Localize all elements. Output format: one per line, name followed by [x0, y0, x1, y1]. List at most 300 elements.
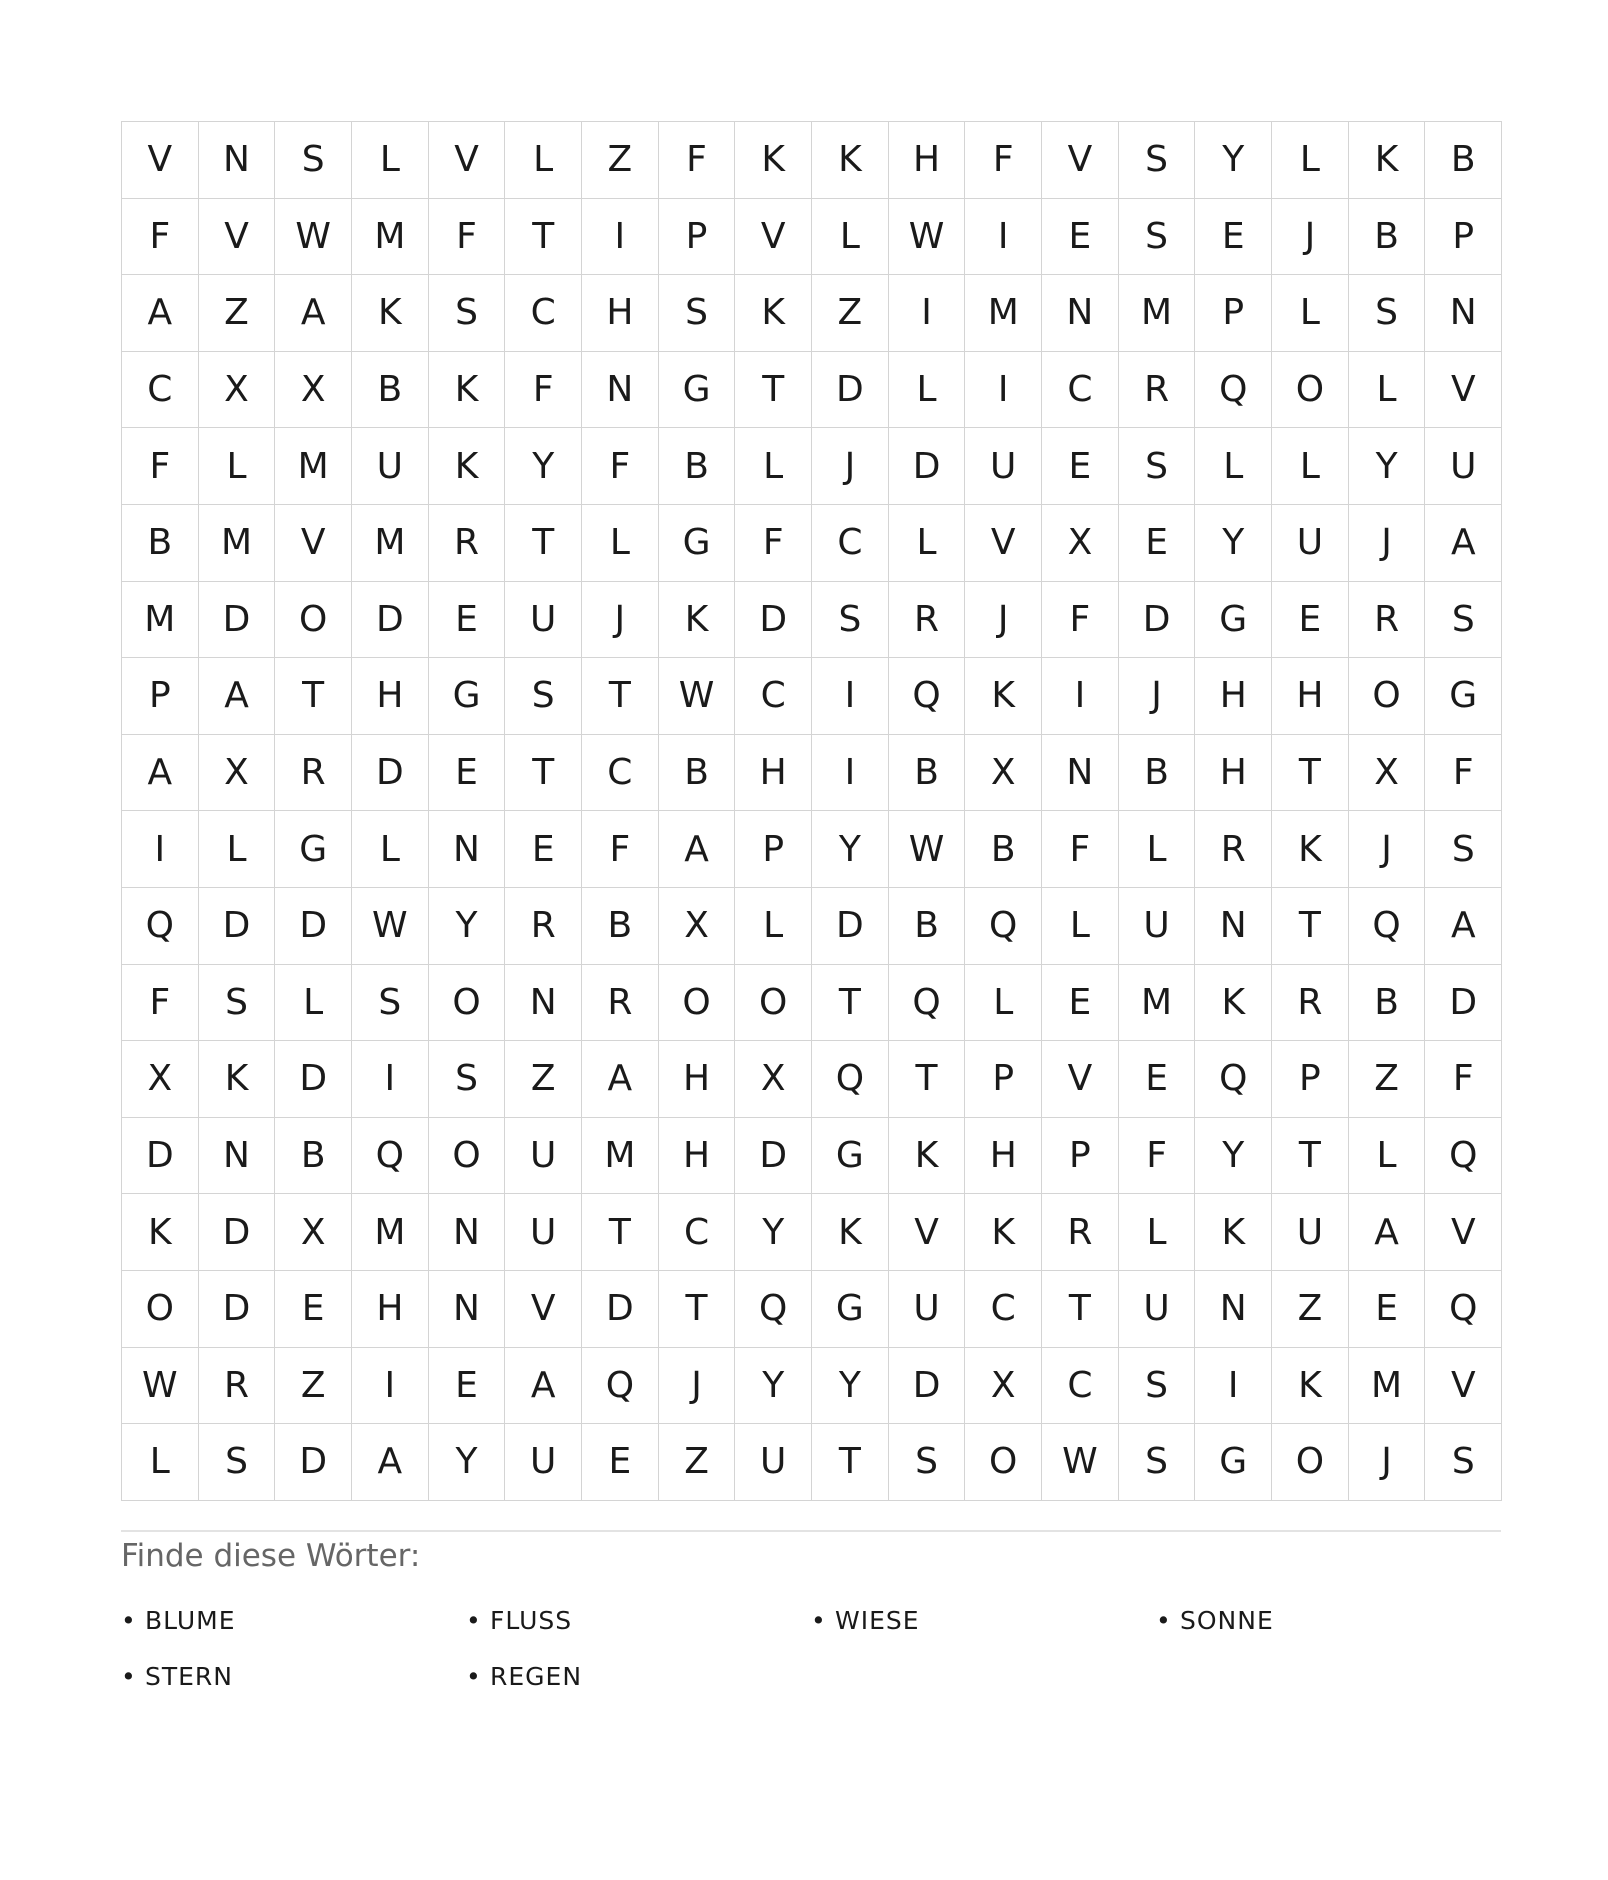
grid-cell[interactable]: V	[1425, 1194, 1502, 1271]
grid-cell[interactable]: L	[735, 888, 812, 965]
grid-cell[interactable]: M	[582, 1118, 659, 1195]
grid-cell[interactable]: H	[352, 658, 429, 735]
grid-cell[interactable]: Y	[1195, 505, 1272, 582]
grid-cell[interactable]: F	[122, 965, 199, 1042]
grid-cell[interactable]: E	[429, 1348, 506, 1425]
grid-cell[interactable]: D	[812, 352, 889, 429]
grid-cell[interactable]: X	[1042, 505, 1119, 582]
grid-cell[interactable]: D	[1425, 965, 1502, 1042]
grid-cell[interactable]: T	[505, 735, 582, 812]
grid-cell[interactable]: Q	[582, 1348, 659, 1425]
grid-cell[interactable]: B	[1425, 122, 1502, 199]
grid-cell[interactable]: J	[1349, 811, 1426, 888]
grid-cell[interactable]: U	[505, 1424, 582, 1501]
grid-cell[interactable]: L	[122, 1424, 199, 1501]
grid-cell[interactable]: G	[1425, 658, 1502, 735]
grid-cell[interactable]: A	[122, 275, 199, 352]
grid-cell[interactable]: M	[199, 505, 276, 582]
grid-cell[interactable]: Z	[1349, 1041, 1426, 1118]
grid-cell[interactable]: B	[352, 352, 429, 429]
grid-cell[interactable]: C	[1042, 1348, 1119, 1425]
grid-cell[interactable]: U	[505, 1118, 582, 1195]
grid-cell[interactable]: D	[735, 582, 812, 659]
grid-cell[interactable]: L	[965, 965, 1042, 1042]
grid-cell[interactable]: Q	[889, 965, 966, 1042]
grid-cell[interactable]: N	[505, 965, 582, 1042]
grid-cell[interactable]: U	[965, 428, 1042, 505]
grid-cell[interactable]: U	[505, 1194, 582, 1271]
grid-cell[interactable]: S	[1119, 199, 1196, 276]
grid-cell[interactable]: K	[965, 1194, 1042, 1271]
grid-cell[interactable]: S	[199, 1424, 276, 1501]
grid-cell[interactable]: E	[429, 582, 506, 659]
grid-cell[interactable]: P	[1425, 199, 1502, 276]
grid-cell[interactable]: E	[582, 1424, 659, 1501]
grid-cell[interactable]: Q	[1425, 1271, 1502, 1348]
grid-cell[interactable]: T	[505, 199, 582, 276]
grid-cell[interactable]: D	[199, 582, 276, 659]
grid-cell[interactable]: S	[352, 965, 429, 1042]
grid-cell[interactable]: C	[582, 735, 659, 812]
grid-cell[interactable]: X	[659, 888, 736, 965]
grid-cell[interactable]: L	[889, 505, 966, 582]
grid-cell[interactable]: P	[1195, 275, 1272, 352]
grid-cell[interactable]: X	[735, 1041, 812, 1118]
grid-cell[interactable]: I	[965, 199, 1042, 276]
grid-cell[interactable]: Q	[1195, 352, 1272, 429]
grid-cell[interactable]: N	[1425, 275, 1502, 352]
grid-cell[interactable]: V	[1042, 122, 1119, 199]
grid-cell[interactable]: K	[429, 352, 506, 429]
grid-cell[interactable]: R	[429, 505, 506, 582]
grid-cell[interactable]: Y	[429, 888, 506, 965]
grid-cell[interactable]: V	[1425, 1348, 1502, 1425]
grid-cell[interactable]: S	[199, 965, 276, 1042]
grid-cell[interactable]: D	[199, 888, 276, 965]
grid-cell[interactable]: N	[429, 1271, 506, 1348]
grid-cell[interactable]: U	[505, 582, 582, 659]
grid-cell[interactable]: F	[582, 428, 659, 505]
grid-cell[interactable]: H	[889, 122, 966, 199]
grid-cell[interactable]: L	[1195, 428, 1272, 505]
grid-cell[interactable]: U	[1272, 505, 1349, 582]
grid-cell[interactable]: T	[582, 1194, 659, 1271]
grid-cell[interactable]: Q	[735, 1271, 812, 1348]
grid-cell[interactable]: O	[1349, 658, 1426, 735]
grid-cell[interactable]: A	[582, 1041, 659, 1118]
grid-cell[interactable]: J	[659, 1348, 736, 1425]
grid-cell[interactable]: H	[659, 1118, 736, 1195]
grid-cell[interactable]: G	[812, 1118, 889, 1195]
grid-cell[interactable]: D	[889, 428, 966, 505]
grid-cell[interactable]: F	[582, 811, 659, 888]
grid-cell[interactable]: P	[122, 658, 199, 735]
grid-cell[interactable]: R	[505, 888, 582, 965]
grid-cell[interactable]: G	[429, 658, 506, 735]
grid-cell[interactable]: H	[1195, 658, 1272, 735]
grid-cell[interactable]: L	[352, 811, 429, 888]
grid-cell[interactable]: O	[735, 965, 812, 1042]
grid-cell[interactable]: B	[582, 888, 659, 965]
grid-cell[interactable]: F	[1042, 811, 1119, 888]
grid-cell[interactable]: Y	[1195, 122, 1272, 199]
grid-cell[interactable]: I	[812, 658, 889, 735]
grid-cell[interactable]: S	[1119, 1348, 1196, 1425]
grid-cell[interactable]: E	[1349, 1271, 1426, 1348]
grid-cell[interactable]: R	[1349, 582, 1426, 659]
grid-cell[interactable]: Q	[1195, 1041, 1272, 1118]
grid-cell[interactable]: Q	[1349, 888, 1426, 965]
grid-cell[interactable]: L	[199, 428, 276, 505]
grid-cell[interactable]: Y	[735, 1194, 812, 1271]
grid-cell[interactable]: K	[1349, 122, 1426, 199]
grid-cell[interactable]: F	[429, 199, 506, 276]
grid-cell[interactable]: D	[889, 1348, 966, 1425]
grid-cell[interactable]: D	[275, 1424, 352, 1501]
grid-cell[interactable]: Q	[889, 658, 966, 735]
grid-cell[interactable]: M	[352, 1194, 429, 1271]
grid-cell[interactable]: J	[812, 428, 889, 505]
grid-cell[interactable]: K	[965, 658, 1042, 735]
grid-cell[interactable]: F	[1042, 582, 1119, 659]
grid-cell[interactable]: F	[965, 122, 1042, 199]
grid-cell[interactable]: V	[429, 122, 506, 199]
grid-cell[interactable]: P	[1272, 1041, 1349, 1118]
grid-cell[interactable]: V	[889, 1194, 966, 1271]
grid-cell[interactable]: F	[505, 352, 582, 429]
grid-cell[interactable]: W	[275, 199, 352, 276]
grid-cell[interactable]: I	[122, 811, 199, 888]
grid-cell[interactable]: N	[429, 811, 506, 888]
grid-cell[interactable]: Y	[812, 811, 889, 888]
grid-cell[interactable]: O	[275, 582, 352, 659]
grid-cell[interactable]: E	[429, 735, 506, 812]
grid-cell[interactable]: U	[352, 428, 429, 505]
grid-cell[interactable]: T	[812, 1424, 889, 1501]
grid-cell[interactable]: N	[199, 122, 276, 199]
grid-cell[interactable]: E	[1119, 1041, 1196, 1118]
grid-cell[interactable]: B	[889, 735, 966, 812]
grid-cell[interactable]: L	[1272, 122, 1349, 199]
grid-cell[interactable]: K	[1195, 1194, 1272, 1271]
grid-cell[interactable]: F	[1425, 735, 1502, 812]
grid-cell[interactable]: O	[659, 965, 736, 1042]
grid-cell[interactable]: G	[1195, 1424, 1272, 1501]
grid-cell[interactable]: K	[1272, 811, 1349, 888]
grid-cell[interactable]: T	[889, 1041, 966, 1118]
grid-cell[interactable]: L	[199, 811, 276, 888]
grid-cell[interactable]: Z	[199, 275, 276, 352]
grid-cell[interactable]: C	[659, 1194, 736, 1271]
grid-cell[interactable]: G	[659, 352, 736, 429]
grid-cell[interactable]: I	[582, 199, 659, 276]
grid-cell[interactable]: Y	[812, 1348, 889, 1425]
grid-cell[interactable]: W	[889, 199, 966, 276]
grid-cell[interactable]: O	[1272, 352, 1349, 429]
grid-cell[interactable]: S	[429, 1041, 506, 1118]
grid-cell[interactable]: E	[505, 811, 582, 888]
grid-cell[interactable]: F	[1425, 1041, 1502, 1118]
grid-cell[interactable]: N	[199, 1118, 276, 1195]
grid-cell[interactable]: K	[889, 1118, 966, 1195]
grid-cell[interactable]: F	[659, 122, 736, 199]
grid-cell[interactable]: J	[1272, 199, 1349, 276]
grid-cell[interactable]: W	[352, 888, 429, 965]
grid-cell[interactable]: C	[122, 352, 199, 429]
grid-cell[interactable]: G	[812, 1271, 889, 1348]
grid-cell[interactable]: Q	[1425, 1118, 1502, 1195]
grid-cell[interactable]: D	[582, 1271, 659, 1348]
grid-cell[interactable]: H	[735, 735, 812, 812]
grid-cell[interactable]: B	[1349, 199, 1426, 276]
grid-cell[interactable]: J	[1349, 1424, 1426, 1501]
grid-cell[interactable]: C	[735, 658, 812, 735]
grid-cell[interactable]: B	[275, 1118, 352, 1195]
grid-cell[interactable]: T	[582, 658, 659, 735]
grid-cell[interactable]: T	[659, 1271, 736, 1348]
grid-cell[interactable]: O	[429, 965, 506, 1042]
grid-cell[interactable]: X	[199, 352, 276, 429]
grid-cell[interactable]: S	[429, 275, 506, 352]
grid-cell[interactable]: K	[735, 122, 812, 199]
grid-cell[interactable]: G	[659, 505, 736, 582]
grid-cell[interactable]: U	[1119, 1271, 1196, 1348]
grid-cell[interactable]: B	[1119, 735, 1196, 812]
grid-cell[interactable]: C	[1042, 352, 1119, 429]
grid-cell[interactable]: M	[1349, 1348, 1426, 1425]
grid-cell[interactable]: D	[352, 582, 429, 659]
grid-cell[interactable]: V	[275, 505, 352, 582]
grid-cell[interactable]: R	[1042, 1194, 1119, 1271]
grid-cell[interactable]: Q	[122, 888, 199, 965]
grid-cell[interactable]: T	[812, 965, 889, 1042]
grid-cell[interactable]: P	[965, 1041, 1042, 1118]
grid-cell[interactable]: A	[1425, 888, 1502, 965]
grid-cell[interactable]: X	[965, 735, 1042, 812]
grid-cell[interactable]: A	[122, 735, 199, 812]
grid-cell[interactable]: N	[429, 1194, 506, 1271]
grid-cell[interactable]: D	[199, 1194, 276, 1271]
grid-cell[interactable]: S	[1425, 1424, 1502, 1501]
grid-cell[interactable]: J	[582, 582, 659, 659]
grid-cell[interactable]: I	[352, 1348, 429, 1425]
grid-cell[interactable]: A	[1425, 505, 1502, 582]
grid-cell[interactable]: Z	[275, 1348, 352, 1425]
grid-cell[interactable]: B	[889, 888, 966, 965]
grid-cell[interactable]: T	[275, 658, 352, 735]
grid-cell[interactable]: O	[122, 1271, 199, 1348]
grid-cell[interactable]: D	[352, 735, 429, 812]
grid-cell[interactable]: N	[1042, 275, 1119, 352]
grid-cell[interactable]: S	[275, 122, 352, 199]
grid-cell[interactable]: I	[1042, 658, 1119, 735]
grid-cell[interactable]: T	[1272, 1118, 1349, 1195]
grid-cell[interactable]: E	[1119, 505, 1196, 582]
grid-cell[interactable]: N	[1042, 735, 1119, 812]
grid-cell[interactable]: K	[429, 428, 506, 505]
grid-cell[interactable]: R	[199, 1348, 276, 1425]
grid-cell[interactable]: L	[889, 352, 966, 429]
grid-cell[interactable]: T	[1272, 888, 1349, 965]
grid-cell[interactable]: T	[735, 352, 812, 429]
grid-cell[interactable]: C	[812, 505, 889, 582]
grid-cell[interactable]: S	[1425, 582, 1502, 659]
grid-cell[interactable]: S	[1119, 122, 1196, 199]
grid-cell[interactable]: Y	[429, 1424, 506, 1501]
grid-cell[interactable]: L	[735, 428, 812, 505]
grid-cell[interactable]: M	[965, 275, 1042, 352]
grid-cell[interactable]: N	[1195, 1271, 1272, 1348]
grid-cell[interactable]: Y	[505, 428, 582, 505]
grid-cell[interactable]: P	[1042, 1118, 1119, 1195]
grid-cell[interactable]: S	[505, 658, 582, 735]
grid-cell[interactable]: Q	[812, 1041, 889, 1118]
grid-cell[interactable]: L	[812, 199, 889, 276]
grid-cell[interactable]: B	[965, 811, 1042, 888]
grid-cell[interactable]: H	[1272, 658, 1349, 735]
grid-cell[interactable]: V	[965, 505, 1042, 582]
grid-cell[interactable]: A	[352, 1424, 429, 1501]
grid-cell[interactable]: M	[352, 199, 429, 276]
grid-cell[interactable]: I	[965, 352, 1042, 429]
grid-cell[interactable]: L	[1119, 1194, 1196, 1271]
grid-cell[interactable]: I	[889, 275, 966, 352]
grid-cell[interactable]: T	[1042, 1271, 1119, 1348]
grid-cell[interactable]: K	[122, 1194, 199, 1271]
grid-cell[interactable]: X	[275, 1194, 352, 1271]
grid-cell[interactable]: R	[889, 582, 966, 659]
grid-cell[interactable]: U	[889, 1271, 966, 1348]
grid-cell[interactable]: S	[812, 582, 889, 659]
grid-cell[interactable]: L	[1349, 352, 1426, 429]
grid-cell[interactable]: L	[275, 965, 352, 1042]
grid-cell[interactable]: X	[1349, 735, 1426, 812]
grid-cell[interactable]: W	[659, 658, 736, 735]
grid-cell[interactable]: F	[122, 428, 199, 505]
grid-cell[interactable]: B	[659, 735, 736, 812]
grid-cell[interactable]: Z	[659, 1424, 736, 1501]
grid-cell[interactable]: K	[659, 582, 736, 659]
grid-cell[interactable]: G	[1195, 582, 1272, 659]
grid-cell[interactable]: B	[659, 428, 736, 505]
grid-cell[interactable]: K	[735, 275, 812, 352]
grid-cell[interactable]: K	[812, 122, 889, 199]
grid-cell[interactable]: K	[1195, 965, 1272, 1042]
grid-cell[interactable]: L	[1349, 1118, 1426, 1195]
grid-cell[interactable]: K	[199, 1041, 276, 1118]
grid-cell[interactable]: A	[199, 658, 276, 735]
grid-cell[interactable]: A	[505, 1348, 582, 1425]
grid-cell[interactable]: H	[582, 275, 659, 352]
grid-cell[interactable]: I	[352, 1041, 429, 1118]
grid-cell[interactable]: J	[965, 582, 1042, 659]
grid-cell[interactable]: M	[122, 582, 199, 659]
grid-cell[interactable]: S	[889, 1424, 966, 1501]
grid-cell[interactable]: O	[429, 1118, 506, 1195]
grid-cell[interactable]: W	[889, 811, 966, 888]
grid-cell[interactable]: S	[1119, 428, 1196, 505]
grid-cell[interactable]: D	[812, 888, 889, 965]
grid-cell[interactable]: R	[1272, 965, 1349, 1042]
grid-cell[interactable]: E	[1042, 199, 1119, 276]
grid-cell[interactable]: A	[275, 275, 352, 352]
grid-cell[interactable]: K	[1272, 1348, 1349, 1425]
grid-cell[interactable]: I	[1195, 1348, 1272, 1425]
grid-cell[interactable]: N	[582, 352, 659, 429]
grid-cell[interactable]: U	[1425, 428, 1502, 505]
grid-cell[interactable]: Y	[735, 1348, 812, 1425]
grid-cell[interactable]: A	[1349, 1194, 1426, 1271]
grid-cell[interactable]: P	[735, 811, 812, 888]
grid-cell[interactable]: W	[1042, 1424, 1119, 1501]
grid-cell[interactable]: U	[1119, 888, 1196, 965]
grid-cell[interactable]: H	[352, 1271, 429, 1348]
grid-cell[interactable]: P	[659, 199, 736, 276]
grid-cell[interactable]: C	[505, 275, 582, 352]
grid-cell[interactable]: D	[199, 1271, 276, 1348]
grid-cell[interactable]: O	[965, 1424, 1042, 1501]
grid-cell[interactable]: S	[659, 275, 736, 352]
grid-cell[interactable]: L	[1042, 888, 1119, 965]
grid-cell[interactable]: M	[1119, 275, 1196, 352]
grid-cell[interactable]: S	[1349, 275, 1426, 352]
grid-cell[interactable]: U	[1272, 1194, 1349, 1271]
grid-cell[interactable]: H	[659, 1041, 736, 1118]
grid-cell[interactable]: L	[352, 122, 429, 199]
grid-cell[interactable]: M	[352, 505, 429, 582]
grid-cell[interactable]: D	[1119, 582, 1196, 659]
grid-cell[interactable]: Z	[505, 1041, 582, 1118]
grid-cell[interactable]: T	[1272, 735, 1349, 812]
grid-cell[interactable]: U	[735, 1424, 812, 1501]
grid-cell[interactable]: H	[965, 1118, 1042, 1195]
grid-cell[interactable]: T	[505, 505, 582, 582]
grid-cell[interactable]: V	[1425, 352, 1502, 429]
grid-cell[interactable]: B	[122, 505, 199, 582]
grid-cell[interactable]: V	[199, 199, 276, 276]
grid-cell[interactable]: K	[352, 275, 429, 352]
grid-cell[interactable]: V	[1042, 1041, 1119, 1118]
grid-cell[interactable]: E	[275, 1271, 352, 1348]
grid-cell[interactable]: V	[735, 199, 812, 276]
grid-cell[interactable]: F	[122, 199, 199, 276]
grid-cell[interactable]: L	[505, 122, 582, 199]
grid-cell[interactable]: Y	[1195, 1118, 1272, 1195]
grid-cell[interactable]: E	[1195, 199, 1272, 276]
grid-cell[interactable]: H	[1195, 735, 1272, 812]
grid-cell[interactable]: J	[1119, 658, 1196, 735]
grid-cell[interactable]: X	[965, 1348, 1042, 1425]
grid-cell[interactable]: O	[1272, 1424, 1349, 1501]
grid-cell[interactable]: L	[582, 505, 659, 582]
grid-cell[interactable]: L	[1272, 275, 1349, 352]
grid-cell[interactable]: R	[582, 965, 659, 1042]
grid-cell[interactable]: D	[735, 1118, 812, 1195]
grid-cell[interactable]: E	[1042, 428, 1119, 505]
grid-cell[interactable]: D	[122, 1118, 199, 1195]
grid-cell[interactable]: G	[275, 811, 352, 888]
grid-cell[interactable]: Q	[352, 1118, 429, 1195]
grid-cell[interactable]: B	[1349, 965, 1426, 1042]
grid-cell[interactable]: C	[965, 1271, 1042, 1348]
grid-cell[interactable]: Z	[582, 122, 659, 199]
grid-cell[interactable]: S	[1425, 811, 1502, 888]
grid-cell[interactable]: R	[1119, 352, 1196, 429]
grid-cell[interactable]: X	[122, 1041, 199, 1118]
grid-cell[interactable]: K	[812, 1194, 889, 1271]
grid-cell[interactable]: E	[1042, 965, 1119, 1042]
grid-cell[interactable]: Z	[1272, 1271, 1349, 1348]
